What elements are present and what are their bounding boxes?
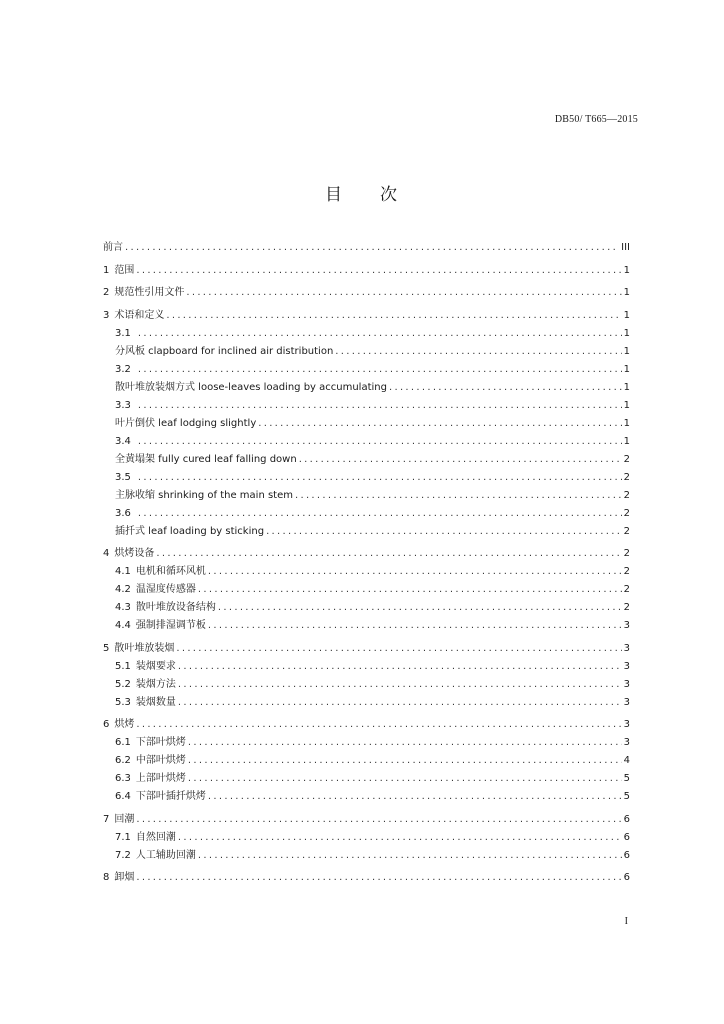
toc-entry[interactable] (103, 484, 630, 502)
toc-leader-dots (166, 310, 621, 322)
toc-entry-page: 1 (623, 264, 630, 276)
toc-title-part2: 次 (380, 185, 399, 205)
toc-entry-page: 1 (623, 417, 630, 429)
toc-entry-label: 中部叶烘烤 (135, 755, 186, 766)
toc-entry[interactable] (103, 862, 630, 885)
toc-entry[interactable] (103, 673, 630, 691)
toc-entry[interactable] (103, 731, 630, 749)
toc-entry-page: 1 (623, 345, 630, 357)
toc-entry-page: 3 (623, 737, 630, 748)
toc-leader-dots (188, 773, 622, 785)
toc-entry-page: 2 (623, 584, 630, 595)
toc-entry[interactable] (103, 299, 630, 322)
toc-entry-label: 装烟方法 (135, 678, 176, 690)
toc-entry-page: 6 (623, 831, 630, 843)
toc-entry-label: 散叶堆放装烟 (114, 642, 175, 654)
toc-entry-page: 1 (623, 381, 630, 393)
toc-entry-page: 6 (623, 849, 630, 861)
toc-leader-dots (156, 548, 621, 560)
toc-entry[interactable] (103, 430, 630, 448)
toc-entry-label: 叶片倒伏 leaf lodging slightly (115, 417, 257, 429)
toc-entry[interactable] (103, 502, 630, 520)
toc-entry-page: 1 (623, 435, 630, 447)
toc-entry-number: 5.1 (115, 660, 131, 672)
toc-entry-label: 全黄塌架 fully cured leaf falling down (115, 453, 297, 465)
toc-entry-page: 2 (623, 525, 630, 537)
toc-entry-number: 6.4 (115, 791, 131, 802)
toc-leader-dots (389, 382, 622, 394)
toc-entry[interactable] (103, 234, 630, 254)
toc-leader-dots (258, 418, 621, 430)
toc-leader-dots (208, 566, 622, 578)
toc-entry-page: 3 (623, 660, 630, 672)
toc-entry[interactable] (103, 254, 630, 277)
toc-entry[interactable] (103, 340, 630, 358)
toc-entry[interactable] (103, 448, 630, 466)
toc-entry[interactable] (103, 709, 630, 732)
toc-entry-page: III (621, 242, 630, 253)
toc-entry-number: 6.3 (115, 773, 131, 784)
toc-leader-dots (178, 832, 622, 844)
toc-leader-dots (136, 814, 621, 826)
toc-entry-page: 5 (623, 791, 630, 802)
toc-entry[interactable] (103, 394, 630, 412)
toc-leader-dots (335, 346, 621, 358)
toc-entry-number: 4 (103, 548, 110, 559)
toc-entry-number: 3.6 (115, 507, 131, 519)
toc-leader-dots (176, 643, 621, 655)
toc-leader-dots (138, 436, 622, 448)
toc-entry-number: 3.1 (115, 327, 131, 339)
toc-entry[interactable] (103, 749, 630, 767)
toc-entry[interactable] (103, 466, 630, 484)
toc-leader-dots (188, 737, 622, 749)
toc-entry[interactable] (103, 767, 630, 785)
toc-entry[interactable] (103, 691, 630, 709)
toc-entry-number: 3.5 (115, 471, 131, 483)
toc-leader-dots (295, 490, 622, 502)
toc-entry[interactable] (103, 538, 630, 561)
toc-entry-page: 6 (623, 872, 630, 883)
toc-entry-number: 5.3 (115, 696, 131, 708)
toc-entry-page: 2 (623, 471, 630, 483)
toc-entry-number: 3.2 (115, 363, 131, 375)
toc-leader-dots (138, 472, 622, 484)
toc-entry[interactable] (103, 412, 630, 430)
toc-entry-number: 7.1 (115, 831, 131, 843)
toc-leader-dots (186, 287, 621, 299)
toc-entry-label: 自然回潮 (135, 831, 176, 843)
toc-entry-number: 7 (103, 813, 110, 825)
toc-entry-page: 1 (623, 309, 630, 321)
toc-leader-dots (178, 697, 622, 709)
toc-entry-page: 2 (623, 548, 630, 559)
toc-leader-dots (208, 620, 622, 632)
toc-leader-dots (266, 526, 622, 538)
toc-entry-number: 6.2 (115, 755, 131, 766)
toc-entry-label: 分风板 clapboard for inclined air distribution (115, 345, 334, 357)
toc-entry-number: 4.4 (115, 620, 131, 631)
toc-entry-number: 8 (103, 872, 110, 883)
toc-entry-page: 2 (623, 602, 630, 613)
toc-leader-dots (208, 791, 622, 803)
toc-entry-page: 2 (623, 489, 630, 501)
toc-entry-label: 烘烤 (114, 719, 135, 730)
toc-entry[interactable] (103, 560, 630, 578)
toc-leader-dots (198, 850, 622, 862)
toc-entry-page: 2 (623, 566, 630, 577)
toc-leader-dots (138, 328, 622, 340)
toc-entry-page: 1 (623, 399, 630, 411)
toc-entry-page: 5 (623, 773, 630, 784)
toc-entry[interactable] (103, 826, 630, 844)
toc-entry-number: 3.4 (115, 435, 131, 447)
toc-entry-number: 2 (103, 287, 110, 298)
document-code: DB50/ T665—2015 (554, 114, 638, 125)
toc-entry-label: 电机和循环风机 (135, 566, 206, 577)
toc-entry-number: 5 (103, 642, 110, 654)
toc-entry-page: 1 (623, 363, 630, 375)
toc-entry-number: 7.2 (115, 849, 131, 861)
toc-entry[interactable] (103, 358, 630, 376)
toc-entry[interactable] (103, 322, 630, 340)
toc-entry-label: 插扦式 leaf loading by sticking (115, 525, 265, 537)
toc-entry-number: 3.3 (115, 399, 131, 411)
toc-title (0, 180, 724, 205)
toc-entry-number: 4.1 (115, 566, 131, 577)
toc-entry-page: 3 (623, 620, 630, 631)
toc-entry-number: 6.1 (115, 737, 131, 748)
toc-entry-page: 4 (623, 755, 630, 766)
toc-entry-number: 6 (103, 719, 110, 730)
toc-entry-label: 规范性引用文件 (114, 287, 185, 298)
toc-entry[interactable] (103, 578, 630, 596)
toc-entry[interactable] (103, 520, 630, 538)
toc-entry[interactable] (103, 376, 630, 394)
toc-leader-dots (138, 364, 622, 376)
toc-leader-dots (178, 679, 622, 691)
toc-entry-number: 4.2 (115, 584, 131, 595)
toc-leader-dots (136, 872, 621, 884)
toc-entry-number: 3 (103, 309, 110, 321)
toc-entry-number: 5.2 (115, 678, 131, 690)
toc-entry-label: 卸烟 (114, 872, 135, 883)
toc-entry-page: 3 (623, 719, 630, 730)
toc-entry-page: 1 (623, 287, 630, 298)
toc-entry-label: 温湿度传感器 (135, 584, 196, 595)
page-number: I (624, 916, 628, 927)
toc-entry-label: 强制排湿调节板 (135, 620, 206, 631)
toc-entry[interactable] (103, 632, 630, 655)
table-of-contents (103, 234, 630, 884)
toc-entry[interactable] (103, 844, 630, 862)
toc-leader-dots (218, 602, 622, 614)
toc-title-part1: 目 (325, 185, 344, 205)
toc-leader-dots (138, 508, 622, 520)
toc-leader-dots (178, 661, 622, 673)
toc-entry-page: 6 (623, 813, 630, 825)
toc-leader-dots (138, 400, 622, 412)
toc-entry[interactable] (103, 277, 630, 300)
toc-entry-page: 3 (623, 696, 630, 708)
toc-entry-label: 术语和定义 (114, 309, 165, 321)
toc-entry[interactable] (103, 655, 630, 673)
toc-entry-page: 2 (623, 453, 630, 465)
toc-entry-label: 主脉收缩 shrinking of the main stem (115, 489, 293, 501)
toc-entry-label: 上部叶烘烤 (135, 773, 186, 784)
toc-entry[interactable] (103, 803, 630, 826)
toc-entry-number: 4.3 (115, 602, 131, 613)
toc-leader-dots (299, 454, 622, 466)
toc-entry-label: 装烟要求 (135, 660, 176, 672)
toc-entry-label: 下部叶插扦烘烤 (135, 791, 206, 802)
toc-entry-page: 1 (623, 327, 630, 339)
toc-leader-dots (198, 584, 622, 596)
toc-leader-dots (136, 265, 621, 277)
toc-entry[interactable] (103, 785, 630, 803)
toc-entry-page: 3 (623, 642, 630, 654)
toc-leader-dots (136, 719, 621, 731)
toc-entry-number: 1 (103, 264, 110, 276)
toc-leader-dots (188, 755, 622, 767)
toc-leader-dots (125, 242, 619, 254)
toc-entry-label: 前言 (103, 242, 123, 253)
toc-entry-label: 人工辅助回潮 (135, 849, 196, 861)
toc-entry-label: 装烟数量 (135, 696, 176, 708)
toc-entry-label: 回潮 (114, 813, 135, 825)
toc-entry-label: 散叶堆放设备结构 (135, 602, 216, 613)
toc-entry-page: 2 (623, 507, 630, 519)
toc-entry-page: 3 (623, 678, 630, 690)
toc-entry-label: 烘烤设备 (114, 548, 155, 559)
toc-entry[interactable] (103, 614, 630, 632)
toc-entry-label: 下部叶烘烤 (135, 737, 186, 748)
toc-entry-label: 范围 (114, 264, 135, 276)
toc-entry[interactable] (103, 596, 630, 614)
toc-entry-label: 散叶堆放装烟方式 loose-leaves loading by accumulating (115, 381, 387, 393)
